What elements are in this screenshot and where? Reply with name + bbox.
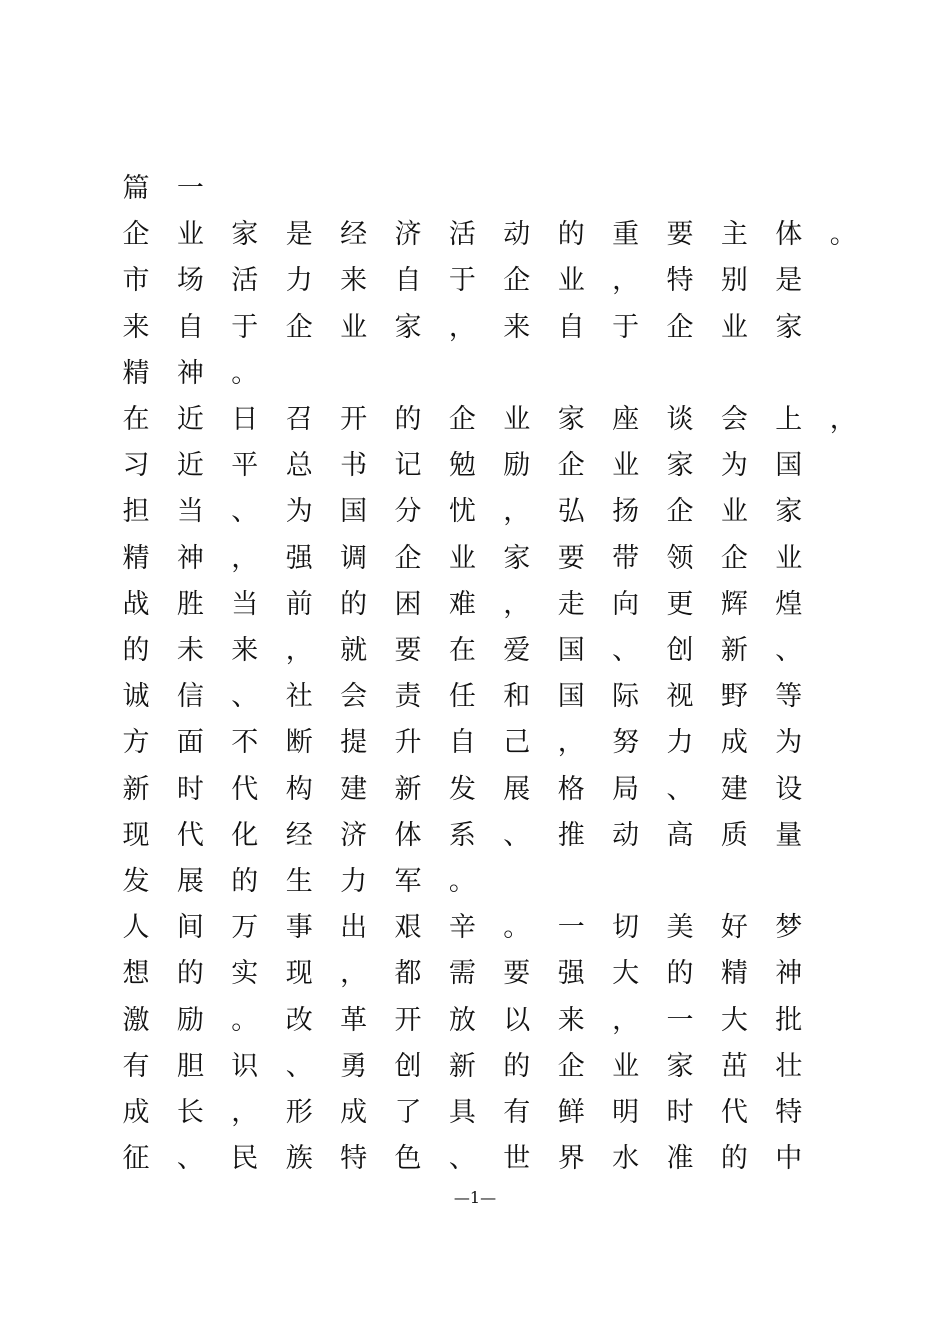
text-char: 升	[394, 727, 422, 759]
text-char: 会	[720, 404, 748, 435]
text-char: 企	[557, 450, 585, 482]
text-char: 发	[448, 773, 476, 805]
text-char: 万	[231, 912, 259, 944]
text-char: 识	[231, 1050, 259, 1082]
text-char: 诚	[122, 681, 150, 713]
text-char: 近	[176, 404, 204, 435]
text-char: 面	[176, 727, 204, 759]
text-char: 代	[720, 1097, 748, 1128]
text-char: 书	[340, 450, 368, 482]
text-char: ，	[503, 588, 531, 620]
text-char: 不	[231, 727, 259, 759]
text-char: 家	[775, 496, 803, 528]
text-char: 弘	[557, 496, 585, 528]
text-char: 业	[176, 219, 204, 251]
text-char: 军	[394, 866, 422, 897]
text-char: 家	[557, 404, 585, 435]
text-char: 精	[720, 958, 748, 990]
text-char: 化	[231, 819, 259, 851]
text-char: 走	[557, 588, 585, 620]
text-char: 一	[557, 912, 585, 944]
text-char: 难	[448, 588, 476, 620]
text-char: 自	[394, 265, 422, 297]
text-char: 于	[448, 265, 476, 297]
text-char: 有	[503, 1097, 531, 1128]
text-char: 、	[612, 635, 640, 666]
text-char: 断	[285, 727, 313, 759]
text-char: 世	[503, 1143, 531, 1175]
text-char: 自	[176, 311, 204, 343]
text-char: 责	[394, 681, 422, 713]
text-char: 生	[285, 866, 313, 897]
text-char: ，	[231, 1097, 259, 1128]
text-char: 精	[122, 542, 150, 574]
text-char: 量	[775, 819, 803, 851]
text-char: 企	[448, 404, 476, 435]
text-char: 、	[285, 1050, 313, 1082]
text-char: 。	[503, 912, 531, 944]
text-char: 和	[503, 681, 531, 713]
text-char: 业	[720, 311, 748, 343]
text-char: 辉	[720, 588, 748, 620]
text-char: 的	[557, 219, 585, 251]
text-char: ，	[503, 496, 531, 528]
text-char: 自	[448, 727, 476, 759]
text-char: 鲜	[557, 1097, 585, 1128]
text-char: 业	[720, 496, 748, 528]
text-char: 来	[340, 265, 368, 297]
text-char: 主	[720, 219, 748, 251]
text-char: 事	[285, 912, 313, 944]
text-char: 革	[340, 1004, 368, 1036]
text-char: 活	[448, 219, 476, 251]
text-char: 爱	[503, 635, 531, 666]
text-char: 的	[503, 1050, 531, 1082]
text-char: 国	[775, 450, 803, 482]
text-char: 征	[122, 1143, 150, 1175]
text-char: 好	[720, 912, 748, 944]
text-char: 。	[231, 1004, 259, 1036]
text-char: 领	[666, 542, 694, 574]
text-char: 辛	[448, 912, 476, 944]
text-char: 大	[720, 1004, 748, 1036]
text-char: 是	[285, 219, 313, 251]
text-char: 水	[612, 1143, 640, 1175]
text-char: 来	[503, 311, 531, 343]
text-char: ，	[612, 1004, 640, 1036]
text-char: 未	[176, 635, 204, 666]
text-char: 以	[503, 1004, 531, 1036]
text-char: 代	[176, 819, 204, 851]
text-char: 等	[775, 681, 803, 713]
text-char: 强	[285, 542, 313, 574]
text-char: 困	[394, 588, 422, 620]
text-char: 为	[285, 496, 313, 528]
text-char: 活	[231, 265, 259, 297]
text-char: 明	[612, 1097, 640, 1128]
text-char: 就	[340, 635, 368, 666]
text-char: 新	[448, 1050, 476, 1082]
text-char: 企	[666, 311, 694, 343]
text-char: 特	[775, 1097, 803, 1128]
text-char: 勉	[448, 450, 476, 482]
text-char: 胜	[176, 588, 204, 620]
text-char: 的	[720, 1143, 748, 1175]
text-char: 激	[122, 1004, 150, 1036]
text-char: 动	[612, 819, 640, 851]
text-char: 要	[557, 542, 585, 574]
text-char: 出	[340, 912, 368, 944]
text-char: 济	[340, 819, 368, 851]
text-char: 开	[394, 1004, 422, 1036]
text-char: 、	[666, 773, 694, 805]
text-char: 战	[122, 588, 150, 620]
text-char: 为	[720, 450, 748, 482]
text-char: 市	[122, 265, 150, 297]
text-char: 当	[176, 496, 204, 528]
text-char: 自	[557, 311, 585, 343]
text-char: 家	[666, 450, 694, 482]
text-char: 梦	[775, 912, 803, 944]
text-char: 业	[340, 311, 368, 343]
text-char: 视	[666, 681, 694, 713]
text-char: 方	[122, 727, 150, 759]
text-char: 大	[612, 958, 640, 990]
text-char: 要	[666, 219, 694, 251]
text-char: 新	[394, 773, 422, 805]
text-char: ，	[231, 542, 259, 574]
text-char: 平	[231, 450, 259, 482]
text-char: 的	[666, 958, 694, 990]
text-char: 体	[394, 819, 422, 851]
text-char: 分	[394, 496, 422, 528]
text-char: 一	[666, 1004, 694, 1036]
text-char: ，	[612, 265, 640, 297]
text-char: 当	[231, 588, 259, 620]
text-char: 谈	[666, 404, 694, 435]
text-char: 业	[612, 1050, 640, 1082]
text-char: 来	[231, 635, 259, 666]
text-char: 、	[775, 635, 803, 666]
text-char: 格	[557, 773, 585, 805]
text-char: ，	[448, 311, 476, 343]
text-char: 扬	[612, 496, 640, 528]
text-char: 国	[557, 681, 585, 713]
text-char: 总	[285, 450, 313, 482]
text-char: 业	[503, 404, 531, 435]
text-char: 于	[612, 311, 640, 343]
text-char: 企	[503, 265, 531, 297]
text-char: 设	[775, 773, 803, 805]
text-char: 业	[448, 542, 476, 574]
text-char: 质	[720, 819, 748, 851]
text-char: ，	[557, 727, 585, 759]
text-char: 在	[122, 404, 150, 435]
text-char: 在	[448, 635, 476, 666]
text-char: 成	[720, 727, 748, 759]
text-char: 改	[285, 1004, 313, 1036]
text-char: 别	[720, 265, 748, 297]
text-char: 准	[666, 1143, 694, 1175]
text-char: ，	[340, 958, 368, 990]
text-char: 业	[557, 265, 585, 297]
text-char: 。	[829, 219, 857, 251]
text-char: 形	[285, 1097, 313, 1128]
text-char: 强	[557, 958, 585, 990]
text-char: 会	[340, 681, 368, 713]
text-char: 、	[503, 819, 531, 851]
text-char: 代	[231, 773, 259, 805]
text-char: 成	[340, 1097, 368, 1128]
text-char: 成	[122, 1097, 150, 1128]
text-char: 篇	[122, 173, 150, 204]
text-char: 开	[340, 404, 368, 435]
text-char: 特	[340, 1143, 368, 1175]
text-char: 力	[340, 866, 368, 897]
text-char: 近	[176, 450, 204, 482]
text-char: 发	[122, 866, 150, 897]
text-char: 建	[340, 773, 368, 805]
text-char: 都	[394, 958, 422, 990]
text-char: 神	[176, 357, 204, 389]
text-char: 长	[176, 1097, 204, 1128]
text-char: 色	[394, 1143, 422, 1175]
text-char: 想	[122, 958, 150, 990]
text-char: 展	[503, 773, 531, 805]
text-char: 局	[612, 773, 640, 805]
text-char: 企	[122, 219, 150, 251]
text-char: 构	[285, 773, 313, 805]
text-char: 动	[503, 219, 531, 251]
text-char: 忧	[448, 496, 476, 528]
text-char: 提	[340, 727, 368, 759]
text-char: 重	[612, 219, 640, 251]
text-char: 国	[557, 635, 585, 666]
text-char: 企	[666, 496, 694, 528]
text-char: 济	[394, 219, 422, 251]
text-char: 勇	[340, 1050, 368, 1082]
text-char: 努	[612, 727, 640, 759]
text-char: 向	[612, 588, 640, 620]
text-char: 推	[557, 819, 585, 851]
text-char: 需	[448, 958, 476, 990]
text-char: 场	[176, 265, 204, 297]
text-char: 界	[557, 1143, 585, 1175]
text-char: 带	[612, 542, 640, 574]
text-char: 现	[122, 819, 150, 851]
text-char: 励	[503, 450, 531, 482]
text-char: 具	[448, 1097, 476, 1128]
text-char: 中	[775, 1143, 803, 1175]
text-char: 实	[231, 958, 259, 990]
text-char: 切	[612, 912, 640, 944]
text-char: 力	[666, 727, 694, 759]
text-char: 要	[394, 635, 422, 666]
text-char: 族	[285, 1143, 313, 1175]
text-char: 企	[394, 542, 422, 574]
text-char: 新	[720, 635, 748, 666]
text-char: 国	[340, 496, 368, 528]
text-char: 特	[666, 265, 694, 297]
text-char: 的	[340, 588, 368, 620]
text-char: 业	[775, 542, 803, 574]
text-char: 野	[720, 681, 748, 713]
text-char: 展	[176, 866, 204, 897]
text-char: 为	[775, 727, 803, 759]
text-char: 建	[720, 773, 748, 805]
text-char: 、	[448, 1143, 476, 1175]
text-char: 高	[666, 819, 694, 851]
text-char: 经	[285, 819, 313, 851]
text-char: 时	[176, 773, 204, 805]
text-char: ，	[285, 635, 313, 666]
text-char: 日	[231, 404, 259, 435]
text-char: 家	[775, 311, 803, 343]
text-char: 、	[231, 681, 259, 713]
text-char: 艰	[394, 912, 422, 944]
text-char: 。	[231, 357, 259, 389]
text-char: 民	[231, 1143, 259, 1175]
text-char: 社	[285, 681, 313, 713]
text-char: 、	[176, 1143, 204, 1175]
text-char: 胆	[176, 1050, 204, 1082]
page-number: —1—	[453, 1188, 497, 1207]
text-char: 的	[176, 958, 204, 990]
text-char: 召	[285, 404, 313, 435]
text-char: 家	[231, 219, 259, 251]
text-char: 新	[122, 773, 150, 805]
text-char: 经	[340, 219, 368, 251]
text-char: 家	[503, 542, 531, 574]
text-char: 煌	[775, 588, 803, 620]
text-char: 时	[666, 1097, 694, 1128]
text-char: 的	[231, 866, 259, 897]
text-char: 、	[231, 496, 259, 528]
text-char: 神	[775, 958, 803, 990]
text-char: 现	[285, 958, 313, 990]
text-char: 调	[340, 542, 368, 574]
text-char: 上	[775, 404, 803, 435]
text-char: 任	[448, 681, 476, 713]
text-char: 创	[394, 1050, 422, 1082]
text-char: 企	[557, 1050, 585, 1082]
text-char: 神	[176, 542, 204, 574]
text-char: 信	[176, 681, 204, 713]
text-char: 座	[612, 404, 640, 435]
text-char: 茁	[720, 1050, 748, 1082]
text-char: 人	[122, 912, 150, 944]
text-char: 企	[720, 542, 748, 574]
text-char: 。	[448, 866, 476, 897]
text-char: 有	[122, 1050, 150, 1082]
text-char: 来	[122, 311, 150, 343]
text-char: 是	[775, 265, 803, 297]
text-char: 精	[122, 357, 150, 389]
text-char: 批	[775, 1004, 803, 1036]
text-char: 企	[285, 311, 313, 343]
text-char: 的	[122, 635, 150, 666]
text-char: 际	[612, 681, 640, 713]
text-char: 记	[394, 450, 422, 482]
text-char: 更	[666, 588, 694, 620]
text-char: 壮	[775, 1050, 803, 1082]
text-char: 来	[557, 1004, 585, 1036]
text-char: 家	[394, 311, 422, 343]
text-char: 前	[285, 588, 313, 620]
text-char: 了	[394, 1097, 422, 1128]
text-char: 要	[503, 958, 531, 990]
text-char: 业	[612, 450, 640, 482]
text-char: 系	[448, 819, 476, 851]
text-char: 放	[448, 1004, 476, 1036]
text-char: ，	[829, 404, 857, 435]
text-char: 力	[285, 265, 313, 297]
text-char: 体	[775, 219, 803, 251]
text-char: 担	[122, 496, 150, 528]
text-char: 励	[176, 1004, 204, 1036]
text-char: 于	[231, 311, 259, 343]
text-char: 己	[503, 727, 531, 759]
text-char: 习	[122, 450, 150, 482]
text-char: 家	[666, 1050, 694, 1082]
text-char: 创	[666, 635, 694, 666]
text-char: 一	[176, 173, 204, 204]
text-char: 的	[394, 404, 422, 435]
text-char: 美	[666, 912, 694, 944]
text-char: 间	[176, 912, 204, 944]
